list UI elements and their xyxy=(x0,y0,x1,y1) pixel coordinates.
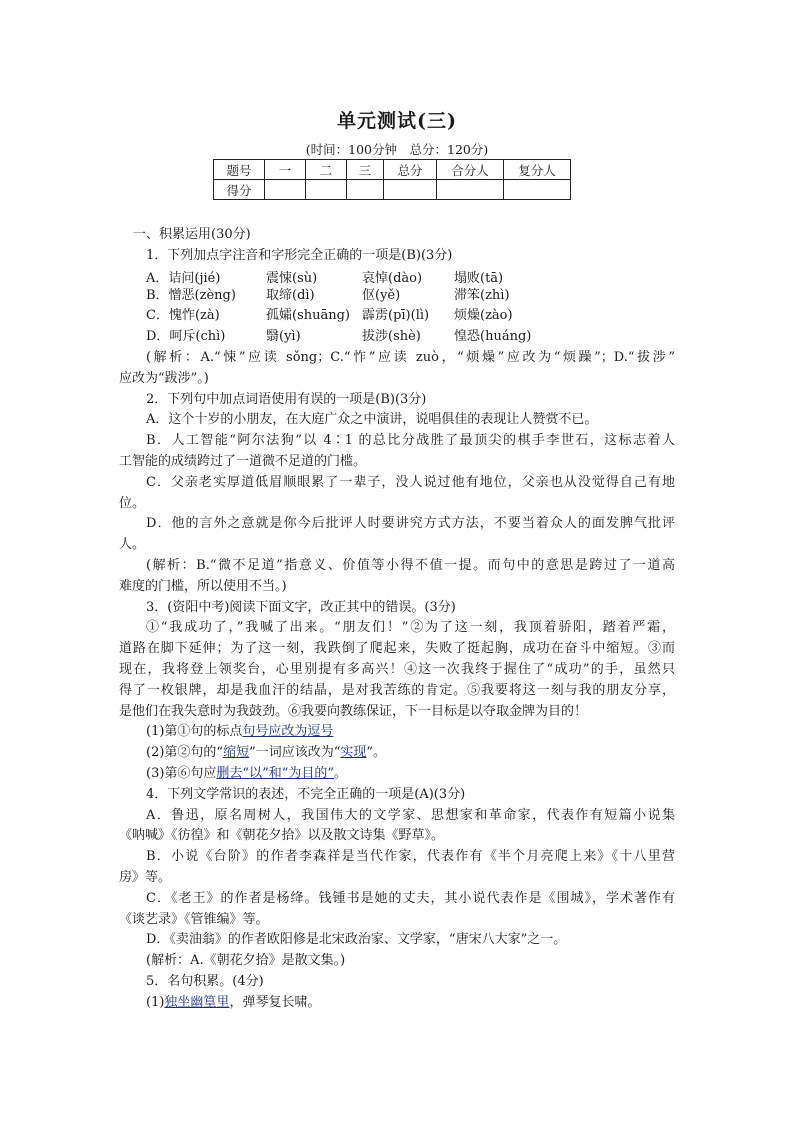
q1-option-item: C．愧怍(zà) xyxy=(146,308,220,324)
q1-option-item: D．呵斥(chì) xyxy=(146,329,226,345)
q1-analysis-line: 应改为“跋涉”。) xyxy=(119,370,209,386)
q2-option-c-line: 位。 xyxy=(119,495,146,511)
answer-text: ”。 xyxy=(366,745,387,761)
page-title: 单元测试(三) xyxy=(337,110,457,132)
q4-option-d: D．《卖油翁》的作者欧阳修是北宋政治家、文学家，“唐宋八大家”之一。 xyxy=(146,932,567,948)
q1-option-item: B．憎恶(zèng) xyxy=(146,287,236,303)
q5-answer-1 xyxy=(119,993,675,1014)
q2-option-b-line: B．人工智能“阿尔法狗”以 4∶1 的总比分战胜了最顶尖的棋手李世石，这标志着人 xyxy=(146,433,675,449)
q1-option-row xyxy=(119,306,675,327)
q1-option-item: 滞笨(zhì) xyxy=(454,287,510,303)
question-1-stem: 1．下列加点字注音和字形完全正确的一项是(B)(3分) xyxy=(146,247,453,263)
section-heading: 一、积累运用(30分) xyxy=(133,227,251,242)
question-4-stem: 4．下列文学常识的表述，不完全正确的一项是(A)(3分) xyxy=(146,786,466,802)
q3-passage-line: 是他们在我失意时为我鼓劲。⑥我要向教练保证，下一目标是以夺取金牌为目的！ xyxy=(119,703,588,719)
q4-option-b-line: B．小说《台阶》的作者李森祥是当代作家，代表作有《半个月亮爬上来》《十八里营 xyxy=(146,849,675,865)
q2-option-d-line: D．他的言外之意就是你今后批评人时要讲究方式方法，不要当着众人的面发脾气批评 xyxy=(146,516,675,532)
q2-option-c-line: C．父亲老实厚道低眉顺眼累了一辈子，没人说过他有地位，父亲也从没觉得自己有地 xyxy=(146,474,675,490)
q1-analysis-line: (解析：A.“悚”应读 sǒng；C.“怍”应读 zuò，“烦燥”应改为“烦躁”；D.“拔涉” xyxy=(146,349,675,365)
answer-text: ，弹琴复长啸。 xyxy=(229,994,321,1010)
q1-option-item: 哀悼(dào) xyxy=(362,270,423,286)
q1-option-item: 塌败(tā) xyxy=(454,270,504,286)
answer-text: (1) xyxy=(146,994,165,1010)
q4-analysis: (解析：A.《朝花夕拾》是散文集。) xyxy=(146,953,346,969)
score-cell xyxy=(347,180,384,200)
score-cell: 得分 xyxy=(214,180,265,200)
q2-analysis-line: (解析：B.“微不足道”指意义、价值等小得不值一提。而句中的意思是跨过了一道高 xyxy=(146,557,675,573)
q3-passage-line: 得了一枚银牌，却是我血汗的结晶，是对我苦练的肯定。⑤我要将这一刻与我的朋友分享， xyxy=(119,682,675,698)
q3-passage-line: 现在，我将登上领奖台，心里别提有多高兴！④这一次我终于握住了“成功”的手，虽然只 xyxy=(119,661,675,677)
q1-option-item: 伛(yě) xyxy=(362,287,401,303)
q1-option-item: 霹雳(pī)(lì) xyxy=(362,308,430,324)
score-cell xyxy=(504,180,571,200)
answer-text: (1)第①句的标点 xyxy=(146,724,243,740)
time-score-info: (时间：100分钟 总分：120分) xyxy=(305,142,489,157)
q3-passage-line: 道路在脚下延伸；为了这一刻，我跌倒了爬起来，失败了挺起胸，成功在奋斗中缩短。③而 xyxy=(119,641,675,657)
q1-option-item: 烦燥(zào) xyxy=(454,308,513,324)
q1-option-row xyxy=(119,286,675,307)
answer-fill: 独坐幽篁里 xyxy=(164,994,230,1010)
q1-option-item: 取缔(dì) xyxy=(266,287,315,303)
score-cell: 二 xyxy=(306,160,347,180)
q4-option-b-line: 房》等。 xyxy=(119,869,172,885)
answer-text: (2)第②句的“ xyxy=(146,745,224,761)
score-cell xyxy=(437,180,504,200)
q3-answer-2 xyxy=(119,743,675,764)
answer-fill: 句号应改为逗号 xyxy=(242,724,334,740)
score-cell: 合分人 xyxy=(437,160,504,180)
q4-option-c-line: 《谈艺录》《管锥编》等。 xyxy=(119,911,269,927)
q1-option-item: 惶恐(huáng) xyxy=(454,329,532,345)
score-cell: 一 xyxy=(265,160,306,180)
score-cell xyxy=(306,180,347,200)
q2-analysis-line: 难度的门槛，所以使用不当。) xyxy=(119,578,287,594)
q1-option-item: 震悚(sù) xyxy=(266,270,318,286)
answer-text: ”一词应该改为“ xyxy=(249,745,341,761)
score-cell: 题号 xyxy=(214,160,265,180)
q2-option-d-line: 人。 xyxy=(119,537,146,553)
q3-answer-1 xyxy=(119,722,675,743)
q2-option-a: A．这个十岁的小朋友，在大庭广众之中演讲，说唱俱佳的表现让人赞赏不已。 xyxy=(146,412,598,428)
q1-option-item: 翳(yì) xyxy=(266,329,301,345)
answer-fill: 缩短 xyxy=(223,745,250,761)
q4-option-c-line: C．《老王》的作者是杨绛。钱锺书是她的丈夫，其小说代表作是《围城》，学术著作有 xyxy=(146,890,675,906)
answer-fill: 实现 xyxy=(340,745,367,761)
score-cell: 三 xyxy=(347,160,384,180)
q4-option-a-line: A．鲁迅，原名周树人，我国伟大的文学家、思想家和革命家，代表作有短篇小说集 xyxy=(146,807,675,823)
score-cell xyxy=(384,180,437,200)
score-table-header-row xyxy=(214,160,571,180)
q1-option-item: 拔涉(shè) xyxy=(362,329,421,345)
q1-option-item: A．诘问(jié) xyxy=(146,270,221,286)
q2-option-b-line: 工智能的成绩跨过了一道微不足道的门槛。 xyxy=(119,453,367,469)
answer-fill: 删去“以”和“为目的” xyxy=(216,765,335,781)
q3-passage-line: ①“我成功了，”我喊了出来。“朋友们！”②为了这一刻，我顶着骄阳，踏着严霜， xyxy=(146,620,675,636)
q1-option-row xyxy=(119,267,675,286)
answer-text: (3)第⑥句应 xyxy=(146,765,217,781)
question-3-stem: 3．(资阳中考)阅读下面文字，改正其中的错误。(3分) xyxy=(146,599,456,615)
question-2-stem: 2．下列句中加点词语使用有误的一项是(B)(3分) xyxy=(146,391,427,407)
score-cell: 总分 xyxy=(384,160,437,180)
answer-text: 。 xyxy=(334,765,348,781)
q4-option-a-line: 《呐喊》《彷徨》和《朝花夕拾》以及散文诗集《野草》。 xyxy=(119,828,445,844)
q3-answer-3 xyxy=(119,764,675,785)
q1-option-item: 孤孀(shuāng) xyxy=(266,308,351,324)
score-table-value-row xyxy=(214,180,571,200)
score-cell xyxy=(265,180,306,200)
q1-option-row xyxy=(119,327,675,348)
exam-content xyxy=(119,225,675,1013)
score-cell: 复分人 xyxy=(504,160,571,180)
question-5-stem: 5．名句积累。(4分) xyxy=(146,973,264,989)
score-table xyxy=(213,159,571,200)
